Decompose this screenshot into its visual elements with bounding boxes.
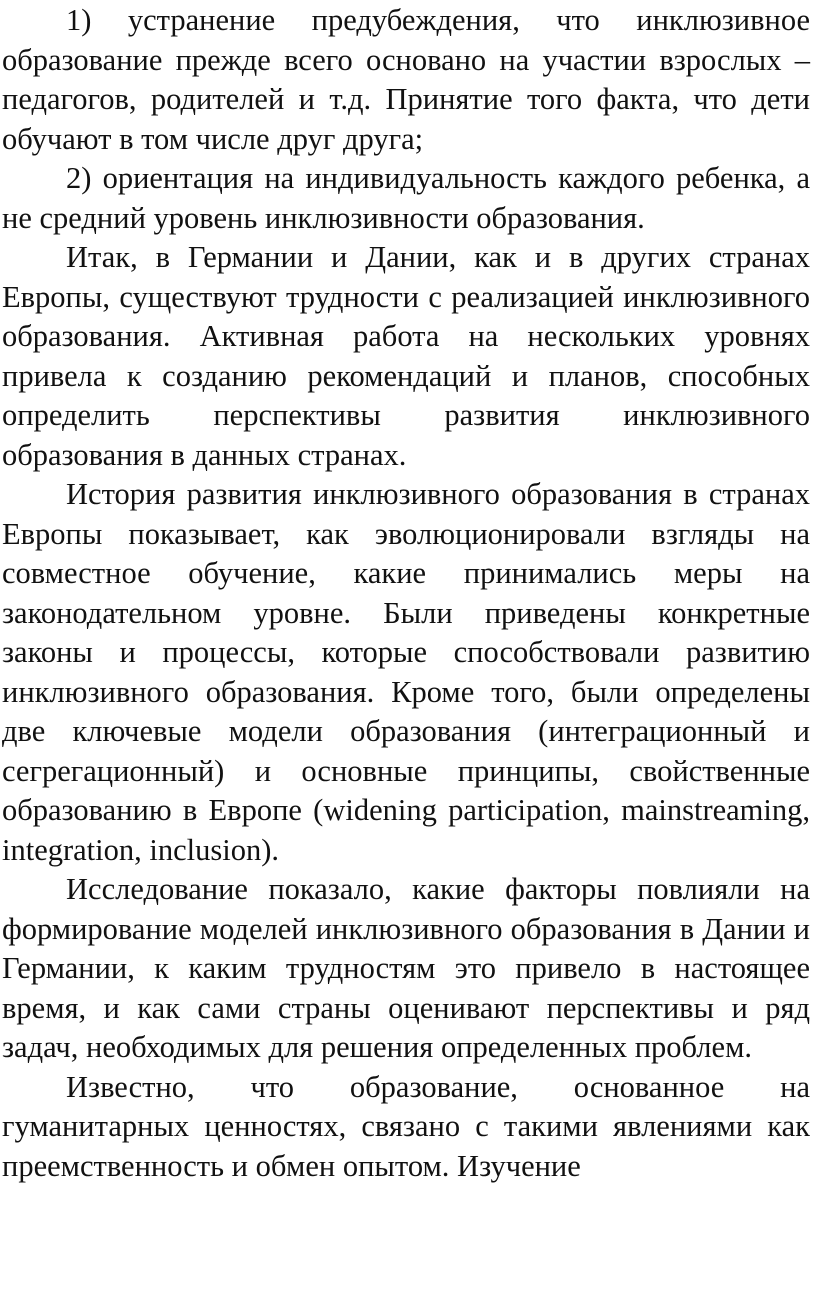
- paragraph-research-findings: Исследование показало, какие факторы повлияли на формирование моделей инклюзивного образования в Дании и Германии, к каким трудностям это привело в настоящее время, и как сами страны оценивают перспективы и ряд задач, необходимых для решения определенных проблем.: [2, 872, 810, 1064]
- paragraph-humanitarian-values: Известно, что образование, основанное на гуманитарных ценностях, связано с такими явлениями как преемственность и обмен опытом. Изучение: [2, 1069, 810, 1183]
- paragraph-list-item-2: 2) ориентация на индивидуальность каждого ребенка, а не средний уровень инклюзивности образования.: [2, 161, 810, 235]
- paragraph-germany-denmark-difficulties: Итак, в Германии и Дании, как и в других странах Европы, существуют трудности с реализацией инклюзивного образования. Активная работа на нескольких уровнях привела к созданию рекомендаций и планов, способных определить перспективы развития инклюзивного образования в данных странах.: [2, 240, 810, 472]
- document-body: [2, 1, 810, 1186]
- paragraph-list-item-1: 1) устранение предубеждения, что инклюзивное образование прежде всего основано на участии взрослых – педагогов, родителей и т.д. Принятие того факта, что дети обучают в том числе друг друга;: [2, 3, 810, 156]
- paragraph-history-inclusive-education: История развития инклюзивного образования в странах Европы показывает, как эволюционировали взгляды на совместное обучение, какие принимались меры на законодательном уровне. Были приведены конкретные законы и процессы, которые способствовали развитию инклюзивного образования. Кроме того, были определены две ключевые модели образования (интеграционный и сегрегационный) и основные принципы, свойственные образованию в Европе (widening participation, mainstreaming, integration, inclusion).: [2, 477, 810, 867]
